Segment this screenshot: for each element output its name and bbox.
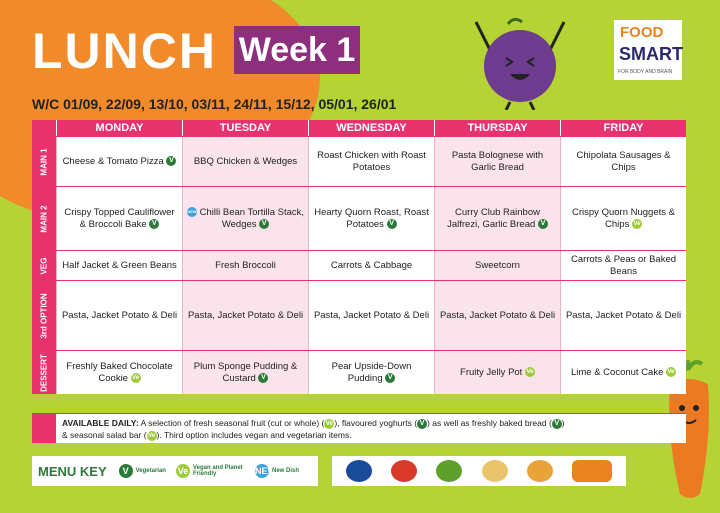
menu-cell: Chipolata Sausages & Chips bbox=[560, 137, 686, 186]
menu-cell: Carrots & Peas or Baked Beans bbox=[560, 251, 686, 280]
menu-cell: Lime & Coconut Cake Ve bbox=[560, 351, 686, 394]
row-label: MAIN 1 bbox=[32, 137, 56, 186]
menu-table bbox=[32, 120, 686, 394]
better-planet-logo bbox=[527, 460, 553, 482]
menu-cell: Half Jacket & Green Beans bbox=[56, 251, 182, 280]
vegan-icon: Ve bbox=[148, 432, 156, 439]
partner-logos bbox=[332, 456, 626, 486]
day-header: THURSDAY bbox=[434, 120, 560, 136]
menu-cell: Crispy Topped Cauliflower & Broccoli Bake V bbox=[56, 187, 182, 250]
menu-cell: Cheese & Tomato Pizza V bbox=[56, 137, 182, 186]
table-header bbox=[32, 120, 686, 136]
menu-cell: NEW Chilli Bean Tortilla Stack, Wedges V bbox=[182, 187, 308, 250]
vegetarian-icon: V bbox=[385, 373, 395, 383]
page-title: LUNCH bbox=[32, 23, 217, 79]
menu-cell: Hearty Quorn Roast, Roast Potatoes V bbox=[308, 187, 434, 250]
row-label: DESSERT bbox=[32, 351, 56, 394]
vegan-icon: Ve bbox=[132, 374, 140, 381]
menu-cell: Pasta Bolognese with Garlic Bread bbox=[434, 137, 560, 186]
vegetarian-icon: V bbox=[552, 419, 562, 429]
available-daily: AVAILABLE DAILY: A selection of fresh seasonal fruit (cut or whole) (Ve ), flavoured yoghurts ( V ) as well as freshly baked bread ( V ) & seasonal salad bar (Ve ). Third option includes vegan and vegetarian items. bbox=[32, 413, 686, 443]
menu-cell: Freshly Baked Chocolate Cookie Ve bbox=[56, 351, 182, 394]
msc-logo bbox=[482, 460, 508, 482]
day-header: MONDAY bbox=[56, 120, 182, 136]
vegetarian-icon: V bbox=[258, 373, 268, 383]
table-row bbox=[32, 136, 686, 186]
row-label: MAIN 2 bbox=[32, 187, 56, 250]
food-smart-logo: FOOD SMART FOR BODY AND BRAIN bbox=[614, 20, 682, 80]
table-row bbox=[32, 186, 686, 250]
vegetarian-icon: V bbox=[149, 219, 159, 229]
day-header: FRIDAY bbox=[560, 120, 686, 136]
menu-cell: Crispy Quorn Nuggets & Chips Ve bbox=[560, 187, 686, 250]
menu-cell: Pasta, Jacket Potato & Deli bbox=[434, 281, 560, 350]
row-label: 3rd OPTION bbox=[32, 281, 56, 350]
week-badge: Week 1 bbox=[234, 26, 360, 74]
vegetarian-icon: V bbox=[538, 219, 548, 229]
menu-cell: BBQ Chicken & Wedges bbox=[182, 137, 308, 186]
vegetarian-icon: V bbox=[387, 219, 397, 229]
vegan-icon: Ve bbox=[526, 368, 534, 375]
quorn-logo bbox=[572, 460, 612, 482]
menu-cell: Pasta, Jacket Potato & Deli bbox=[308, 281, 434, 350]
plum-mascot-icon bbox=[470, 14, 570, 110]
red-tractor-logo bbox=[346, 460, 372, 482]
vegetarian-icon: V bbox=[417, 419, 427, 429]
vegetarian-icon: V bbox=[119, 464, 133, 478]
menu-cell: Carrots & Cabbage bbox=[308, 251, 434, 280]
menu-key: MENU KEY V Vegetarian Ve Vegan and Planet Friendly NEW New Dish bbox=[32, 456, 318, 486]
vegan-icon: Ve bbox=[633, 220, 641, 227]
menu-cell: Roast Chicken with Roast Potatoes bbox=[308, 137, 434, 186]
menu-cell: Pasta, Jacket Potato & Deli bbox=[560, 281, 686, 350]
menu-cell: Plum Sponge Pudding & Custard V bbox=[182, 351, 308, 394]
menu-cell: Fruity Jelly Pot Ve bbox=[434, 351, 560, 394]
menu-cell: Pasta, Jacket Potato & Deli bbox=[56, 281, 182, 350]
vegetarian-icon: V bbox=[259, 219, 269, 229]
day-header: TUESDAY bbox=[182, 120, 308, 136]
vegetarian-icon: V bbox=[166, 156, 176, 166]
waste-not-logo bbox=[436, 460, 462, 482]
table-row bbox=[32, 350, 686, 394]
new-dish-icon: NEW bbox=[254, 466, 276, 476]
menu-cell: Pasta, Jacket Potato & Deli bbox=[182, 281, 308, 350]
new-dish-icon: NEW bbox=[187, 207, 197, 217]
dates-line: W/C 01/09, 22/09, 13/10, 03/11, 24/11, 15/12, 05/01, 26/01 bbox=[32, 96, 397, 112]
vegan-icon: Ve bbox=[667, 368, 675, 375]
menu-cell: Pear Upside-Down Pudding V bbox=[308, 351, 434, 394]
vegan-icon: Ve bbox=[177, 466, 189, 476]
table-row bbox=[32, 250, 686, 280]
row-label: VEG bbox=[32, 251, 56, 280]
menu-cell: Fresh Broccoli bbox=[182, 251, 308, 280]
vegan-icon: Ve bbox=[325, 420, 333, 427]
menu-cell: Sweetcorn bbox=[434, 251, 560, 280]
food-for-life-logo bbox=[391, 460, 417, 482]
menu-cell: Curry Club Rainbow Jalfrezi, Garlic Bread V bbox=[434, 187, 560, 250]
day-header: WEDNESDAY bbox=[308, 120, 434, 136]
table-row bbox=[32, 280, 686, 350]
